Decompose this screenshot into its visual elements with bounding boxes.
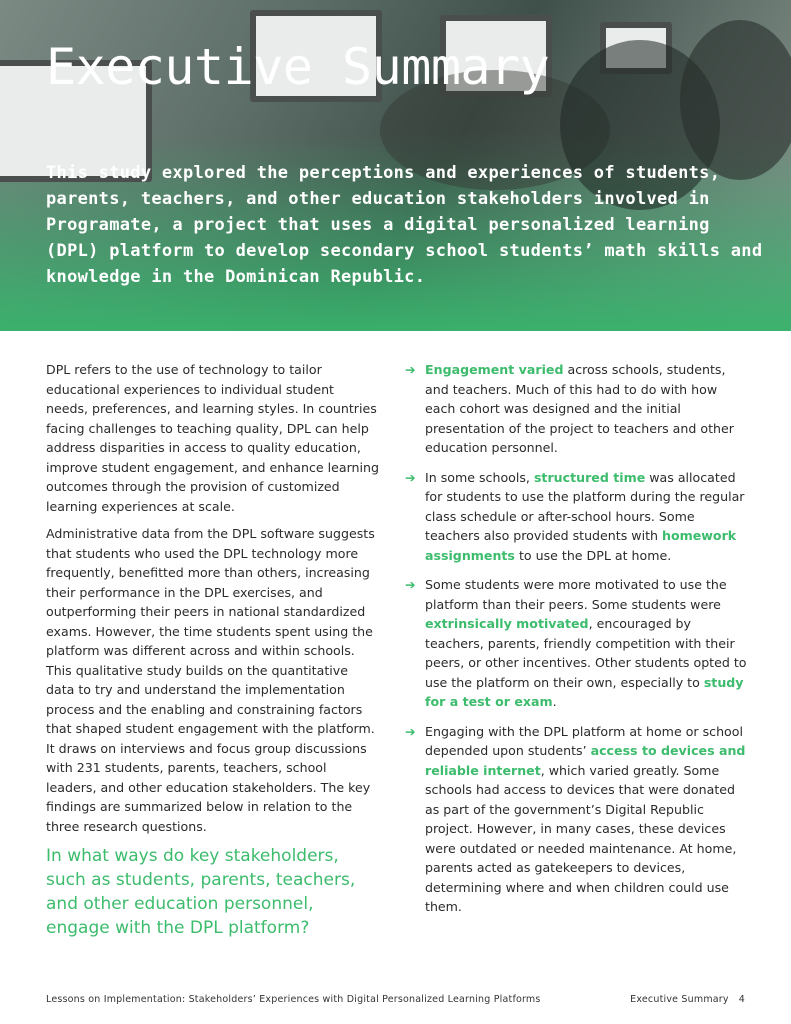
students-silhouette-image: [680, 20, 791, 180]
bullet-text: .: [552, 694, 557, 709]
page-title: Executive Summary: [46, 38, 550, 96]
bullet-text: was allocated for students to use the platform during the regular class schedule or after-school hours. Some teachers also provided students with: [425, 469, 745, 543]
bullet-text: , encouraged by teachers, parents, friendly competition with their peers, or other incentives. Other students opted to use the platform on their own, especially to: [425, 616, 747, 690]
bullet-text: across schools, students, and teachers. Much of this had to do with how each cohort was designed and the initial presentation of the project to teachers and other education personnel.: [425, 362, 734, 455]
arrow-right-icon: ➔: [405, 723, 416, 739]
finding-bullet: [405, 360, 750, 458]
hero-banner: [0, 0, 791, 331]
highlight-text: study for a test or exam: [425, 674, 744, 709]
highlight-text: homework assignments: [425, 528, 737, 563]
highlight-text: access to devices and reliable internet: [425, 743, 746, 778]
finding-bullet: [405, 722, 750, 917]
bullet-text: , which varied greatly. Some schools had access to devices that were donated as part of the government’s Digital Republic project. However, in many cases, these devices were outdated or needed maintenance. At home, parents acted as gatekeepers to devices, determining where and when children could use them.: [425, 762, 737, 914]
highlight-text: extrinsically motivated: [425, 616, 589, 631]
highlight-text: structured time: [533, 469, 646, 485]
left-column: [46, 360, 380, 940]
arrow-right-icon: ➔: [405, 469, 416, 485]
right-column: [405, 360, 750, 927]
finding-bullet: [405, 575, 750, 712]
intro-paragraph: This study explored the perceptions and experiences of students, parents, teachers, and other education stakeholders involved in Programate, a project that uses a digital personalized learning (DPL) platform to develop secondary school students’ math skills and knowledge in the Dominican Republic.: [46, 163, 763, 287]
highlight-text: Engagement varied: [425, 362, 564, 377]
body-paragraph: Administrative data from the DPL software suggests that students who used the DPL technology more frequently, benefitted more than others, increasing their performance in the DPL exercises, and outperforming their peers in national standardized exams. However, the time students spent using the platform was different across and within schools. This qualitative study builds on the quantitative data to try and understand the implementation process and the enabling and constraining factors that shaped student engagement with the platform. It draws on interviews and focus group discussions with 231 students, parents, teachers, school leaders, and other education stakeholders. The key findings are summarized below in relation to the three research questions.: [46, 526, 375, 834]
research-question-heading: In what ways do key stakeholders, such as students, parents, teachers, and other education personnel, engage with the DPL platform?: [46, 846, 356, 938]
arrow-right-icon: ➔: [405, 577, 416, 592]
arrow-right-icon: ➔: [405, 362, 416, 377]
bullet-text: to use the DPL at home.: [514, 547, 672, 563]
finding-bullet: [405, 468, 750, 566]
bullet-text: Engaging with the DPL platform at home or school depended upon students’: [425, 723, 743, 758]
bullet-text: Some students were more motivated to use the platform than their peers. Some students were: [425, 577, 727, 612]
page-number: 4: [738, 994, 745, 1005]
footer-page-info: [630, 994, 745, 1005]
footer-section: Executive Summary: [630, 994, 729, 1005]
body-paragraph: DPL refers to the use of technology to tailor educational experiences to individual student needs, preferences, and learning styles. In countries facing challenges to teaching quality, DPL can help address disparities in access to quality education, improve student engagement, and enhance learning outcomes through the provision of customized learning experiences at scale.: [46, 362, 380, 514]
bullet-text: In some schools,: [425, 469, 534, 485]
footer-document-title: Lessons on Implementation: Stakeholders’ Experiences with Digital Personalized Learning Platforms: [46, 994, 541, 1005]
